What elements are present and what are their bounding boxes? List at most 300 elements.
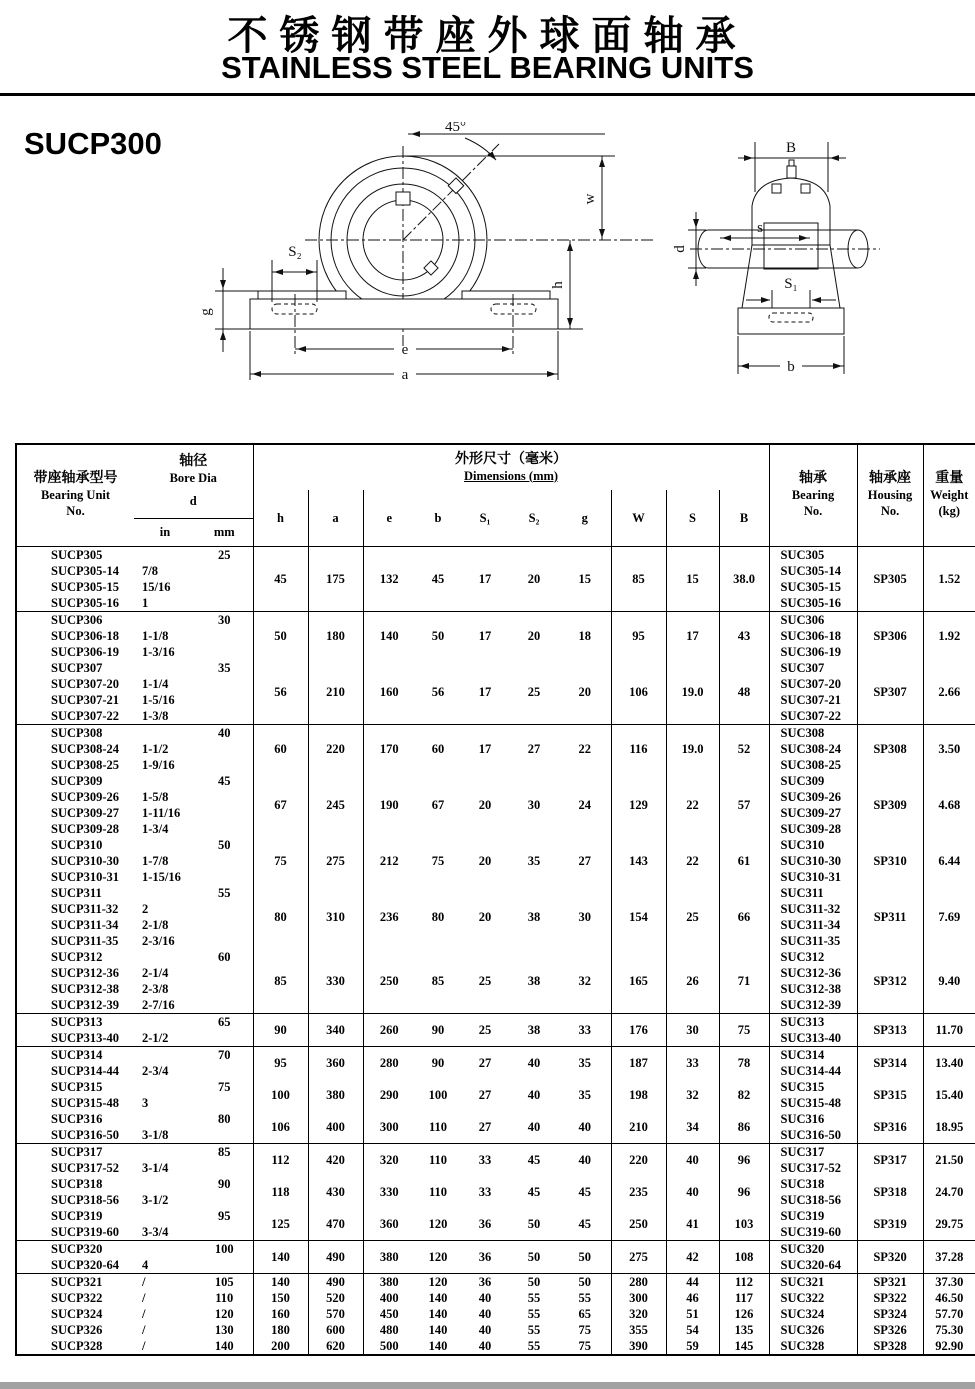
dim-cell: 90 — [415, 1013, 461, 1046]
unit-no-cell: SUCP307 — [51, 660, 103, 675]
dim-cell: 40 — [666, 1143, 719, 1176]
dim-cell: 132 — [363, 546, 415, 611]
dim-cell: 355 — [611, 1322, 666, 1338]
dim-cell: 50 — [509, 1240, 559, 1273]
dim-cell: 140 — [363, 611, 415, 660]
bore-in-cell — [134, 546, 196, 563]
housing-no-cell: SP310 — [857, 837, 923, 885]
dim-cell: 25 — [461, 1013, 509, 1046]
dim-cell: 50 — [431, 628, 445, 643]
unit-no-cell: SUCP306-19 — [51, 644, 120, 659]
dim-cell: 125 — [253, 1208, 308, 1241]
bearing-no-cell: SUC311 — [769, 885, 857, 901]
weight-cell: 37.30 — [923, 1273, 975, 1290]
dim-label-a: a — [401, 367, 409, 383]
bore-mm-cell — [196, 1160, 253, 1176]
dim-cell: 160 — [363, 660, 415, 725]
bearing-no-cell: SUC317-52 — [769, 1160, 857, 1176]
col-header-dim-w: W — [611, 490, 666, 546]
dim-cell: 27 — [478, 1087, 492, 1102]
unit-no-cell: SUCP310-31 — [51, 869, 120, 884]
dim-cell: 140 — [253, 1273, 308, 1290]
dim-cell: 40 — [509, 1111, 559, 1144]
bore-in-cell: 1-3/8 — [134, 708, 196, 725]
bore-mm-cell: 130 — [214, 1322, 234, 1337]
bore-mm-cell: 30 — [218, 612, 231, 627]
dim-cell: 41 — [666, 1208, 719, 1241]
dim-cell: 25 — [509, 660, 559, 725]
dim-cell: 40 — [478, 1322, 492, 1337]
dim-cell: 380 — [308, 1079, 363, 1111]
bearing-no-cell: SUC316-50 — [769, 1127, 857, 1144]
dim-cell: 35 — [578, 1055, 591, 1070]
bore-mm-cell — [196, 933, 253, 949]
spec-table-header — [16, 444, 975, 546]
bearing-no-cell: SUC324 — [769, 1306, 857, 1322]
dim-cell: 82 — [719, 1079, 769, 1111]
unit-no-cell: SUCP326 — [51, 1322, 103, 1337]
unit-no-cell: SUCP319 — [51, 1208, 103, 1223]
housing-no-cell: SP320 — [857, 1240, 923, 1273]
col-header-dimensions — [253, 444, 769, 490]
col-header-bearing-no — [769, 444, 857, 546]
bore-in-cell: / — [142, 1338, 146, 1353]
bore-mm-cell — [196, 708, 253, 725]
dim-cell: 170 — [363, 724, 415, 773]
spec-table — [15, 443, 975, 1356]
unit-no-cell: SUCP307-20 — [51, 676, 120, 691]
dim-cell: 80 — [431, 909, 445, 924]
housing-no-cell: SP316 — [857, 1111, 923, 1144]
bore-in-cell: 1-1/2 — [142, 741, 169, 756]
bore-mm-cell: 60 — [218, 949, 231, 964]
dim-cell: 15 — [559, 546, 611, 611]
unit-no-cell: SUCP308-25 — [51, 757, 120, 772]
bore-in-cell: 3 — [142, 1095, 149, 1110]
dim-cell: 19.0 — [666, 724, 719, 773]
dim-cell: 27 — [527, 741, 541, 756]
bearing-no-cell: SUC311-35 — [769, 933, 857, 949]
bore-in-cell: 3-1/4 — [142, 1160, 169, 1175]
dim-cell: 143 — [611, 837, 666, 885]
weight-cell: 57.70 — [923, 1306, 975, 1322]
dim-cell: 198 — [611, 1079, 666, 1111]
dim-label-b: b — [787, 359, 795, 375]
col-header-dim-bb: B — [719, 490, 769, 546]
bearing-no-cell: SUC307-21 — [769, 692, 857, 708]
unit-no-cell: SUCP310 — [51, 837, 103, 852]
bore-in-cell — [134, 837, 196, 853]
bore-mm-cell — [196, 981, 253, 997]
dim-cell: 145 — [719, 1338, 769, 1355]
dim-cell: 22 — [666, 837, 719, 885]
dim-cell: 300 — [611, 1290, 666, 1306]
dim-cell: 520 — [308, 1290, 363, 1306]
unit-no-cell: SUCP310-30 — [51, 853, 120, 868]
dim-label-e: e — [401, 342, 409, 358]
table-row — [16, 1208, 975, 1224]
dim-cell: 75 — [431, 853, 445, 868]
dim-cell: 100 — [253, 1079, 308, 1111]
dim-cell: 20 — [527, 628, 541, 643]
unit-no-cell: SUCP307-22 — [16, 708, 134, 725]
dim-cell: 35 — [527, 853, 541, 868]
dim-cell: 50 — [509, 1208, 559, 1241]
bore-in-cell — [134, 724, 196, 741]
bore-in-cell: / — [142, 1290, 146, 1305]
unit-no-cell: SUCP305 — [51, 547, 103, 562]
col-header-bore-zh: 轴径 — [179, 453, 208, 469]
dim-cell: 61 — [719, 837, 769, 885]
table-row — [16, 1290, 975, 1306]
unit-no-cell: SUCP313 — [51, 1014, 103, 1029]
table-row — [16, 837, 975, 853]
unit-no-cell: SUCP305-14 — [51, 563, 120, 578]
unit-no-cell: SUCP309-26 — [51, 789, 120, 804]
unit-no-cell: SUCP305-16 — [16, 595, 134, 612]
dim-cell: 200 — [253, 1338, 308, 1355]
dim-cell: 25 — [666, 885, 719, 949]
unit-no-cell: SUCP320 — [51, 1241, 103, 1256]
bearing-no-cell: SUC320 — [769, 1240, 857, 1257]
unit-no-cell: SUCP308 — [51, 725, 103, 740]
bearing-no-cell: SUC328 — [769, 1338, 857, 1355]
dim-cell: 430 — [308, 1176, 363, 1208]
bearing-no-cell: SUC322 — [769, 1290, 857, 1306]
dim-cell: 22 — [666, 773, 719, 837]
bore-mm-cell — [196, 1192, 253, 1208]
dim-cell: 245 — [308, 773, 363, 837]
weight-cell: 18.95 — [923, 1111, 975, 1144]
dim-cell: 55 — [527, 1322, 541, 1337]
bore-in-cell: 2-1/2 — [134, 1030, 196, 1047]
bore-mm-cell — [196, 821, 253, 837]
dim-cell: 33 — [478, 1184, 492, 1199]
bearing-no-cell: SUC315 — [769, 1079, 857, 1095]
dim-cell: 260 — [363, 1013, 415, 1046]
col-header-bore-dia — [134, 444, 253, 518]
bearing-no-cell: SUC319-60 — [769, 1224, 857, 1241]
dim-cell: 275 — [308, 837, 363, 885]
housing-no-cell: SP307 — [857, 660, 923, 725]
dim-cell: 380 — [363, 1240, 415, 1273]
bearing-no-cell: SUC305-15 — [769, 579, 857, 595]
weight-cell: 13.40 — [923, 1046, 975, 1079]
dim-cell: 112 — [253, 1143, 308, 1176]
dim-cell: 300 — [363, 1111, 415, 1144]
col-header-bearing-en: Bearing — [791, 488, 835, 503]
col-header-housing-no — [857, 444, 923, 546]
bearing-no-cell: SUC312-38 — [769, 981, 857, 997]
col-header-bore-en: Bore Dia — [169, 470, 217, 485]
weight-cell: 21.50 — [923, 1143, 975, 1176]
dim-cell: 75 — [578, 1338, 591, 1353]
weight-cell: 7.69 — [923, 885, 975, 949]
housing-no-cell: SP309 — [857, 773, 923, 837]
dim-cell: 600 — [308, 1322, 363, 1338]
unit-no-cell: SUCP312-38 — [51, 981, 120, 996]
table-row — [16, 1273, 975, 1290]
dim-cell: 103 — [719, 1208, 769, 1241]
dim-cell: 320 — [611, 1306, 666, 1322]
dim-cell: 75 — [578, 1322, 591, 1337]
dim-cell: 360 — [308, 1046, 363, 1079]
bore-mm-cell — [196, 563, 253, 579]
unit-no-cell: SUCP311 — [51, 885, 102, 900]
unit-no-cell: SUCP311-34 — [51, 917, 119, 932]
bearing-no-cell: SUC318-56 — [769, 1192, 857, 1208]
col-header-mm: mm — [213, 525, 235, 539]
weight-cell: 3.50 — [923, 724, 975, 773]
dim-cell: 45 — [578, 1184, 591, 1199]
unit-no-cell: SUCP320-64 — [16, 1257, 134, 1274]
unit-no-cell: SUCP318-56 — [51, 1192, 120, 1207]
unit-no-cell: SUCP309-27 — [51, 805, 120, 820]
dim-cell: 20 — [509, 546, 559, 611]
bore-mm-cell — [196, 579, 253, 595]
bearing-no-cell: SUC313 — [769, 1013, 857, 1030]
bore-mm-cell: 95 — [218, 1208, 231, 1223]
bore-mm-cell: 70 — [218, 1047, 231, 1062]
bore-mm-cell — [196, 757, 253, 773]
bearing-no-cell: SUC319 — [769, 1208, 857, 1224]
housing-no-cell: SP318 — [857, 1176, 923, 1208]
dim-cell: 490 — [308, 1240, 363, 1273]
bore-mm-cell — [196, 917, 253, 933]
col-header-dimensions-en: Dimensions (mm) — [463, 468, 559, 483]
bearing-no-cell: SUC307 — [769, 660, 857, 676]
dim-cell: 54 — [666, 1322, 719, 1338]
unit-no-cell: SUCP309-28 — [51, 821, 120, 836]
bore-mm-cell — [196, 1224, 253, 1241]
dim-cell: 40 — [478, 1306, 492, 1321]
table-row — [16, 1143, 975, 1160]
dim-cell: 116 — [611, 724, 666, 773]
bore-mm-cell — [196, 692, 253, 708]
dim-cell: 50 — [578, 1274, 591, 1289]
dim-cell: 50 — [253, 611, 308, 660]
dim-label-g: g — [198, 308, 214, 316]
bearing-no-cell: SUC310 — [769, 837, 857, 853]
bore-in-cell: 2 — [142, 901, 149, 916]
dim-cell: 50 — [527, 1274, 541, 1289]
dim-cell: 110 — [428, 1152, 448, 1167]
dim-cell: 40 — [559, 1111, 611, 1144]
unit-no-cell: SUCP315-48 — [51, 1095, 120, 1110]
dim-cell: 25 — [461, 949, 509, 1014]
bearing-no-cell: SUC315-48 — [769, 1095, 857, 1111]
bore-in-cell — [134, 1111, 196, 1127]
bore-in-cell: 1-7/8 — [142, 853, 169, 868]
dim-cell: 40 — [478, 1338, 492, 1353]
dim-cell: 340 — [308, 1013, 363, 1046]
bearing-no-cell: SUC310-30 — [769, 853, 857, 869]
unit-no-cell: SUCP324 — [51, 1306, 103, 1321]
bore-in-cell: 1-11/16 — [142, 805, 181, 820]
unit-no-cell: SUCP317-52 — [51, 1160, 120, 1175]
housing-no-cell: SP313 — [857, 1013, 923, 1046]
unit-no-cell: SUCP328 — [51, 1338, 103, 1353]
dim-cell: 120 — [415, 1208, 461, 1241]
dim-cell: 108 — [719, 1240, 769, 1273]
dim-cell: 78 — [719, 1046, 769, 1079]
front-view-drawing — [115, 122, 655, 442]
dim-cell: 420 — [308, 1143, 363, 1176]
dim-cell: 44 — [666, 1273, 719, 1290]
dim-cell: 400 — [308, 1111, 363, 1144]
bore-in-cell: 2-1/4 — [142, 965, 169, 980]
weight-cell: 4.68 — [923, 773, 975, 837]
dim-cell: 280 — [611, 1273, 666, 1290]
dim-cell: 36 — [461, 1208, 509, 1241]
dim-cell: 56 — [415, 660, 461, 725]
series-label: SUCP300 — [24, 126, 162, 161]
set-screw-right — [801, 184, 810, 193]
col-header-weight-kg: (kg) — [938, 504, 961, 519]
dim-cell: 57 — [719, 773, 769, 837]
dim-cell: 620 — [308, 1338, 363, 1355]
dim-cell: 320 — [363, 1143, 415, 1176]
bore-in-cell — [134, 1240, 196, 1257]
dim-cell: 67 — [253, 773, 308, 837]
col-header-housing-zh: 轴承座 — [869, 471, 912, 487]
bearing-no-cell: SUC313-40 — [769, 1030, 857, 1047]
dim-cell: 17 — [461, 660, 509, 725]
base-section — [738, 308, 844, 334]
unit-no-cell: SUCP322 — [51, 1290, 103, 1305]
dim-cell: 48 — [719, 660, 769, 725]
dim-cell: 33 — [666, 1046, 719, 1079]
unit-no-cell: SUCP321 — [51, 1274, 103, 1289]
bore-in-cell: 15/16 — [142, 579, 171, 594]
housing-no-cell: SP311 — [857, 885, 923, 949]
table-row — [16, 1322, 975, 1338]
bore-mm-cell: 110 — [215, 1290, 234, 1305]
set-screw-left — [772, 184, 781, 193]
col-header-dim-g: g — [581, 510, 588, 525]
dim-cell: 18 — [578, 628, 591, 643]
housing-no-cell: SP322 — [857, 1290, 923, 1306]
unit-no-cell: SUCP307-21 — [51, 692, 120, 707]
unit-no-cell: SUCP319-60 — [16, 1224, 134, 1241]
dim-cell: 112 — [719, 1273, 769, 1290]
weight-cell: 2.66 — [923, 660, 975, 725]
bore-mm-cell: 45 — [218, 773, 231, 788]
dim-cell: 38.0 — [719, 546, 769, 611]
table-row — [16, 1013, 975, 1030]
dim-cell: 45 — [527, 1184, 541, 1199]
dim-label-s1: S₁ — [784, 276, 798, 292]
dim-cell: 51 — [666, 1306, 719, 1322]
unit-no-cell: SUCP312-39 — [16, 997, 134, 1014]
dim-cell: 187 — [611, 1046, 666, 1079]
dim-cell: 129 — [611, 773, 666, 837]
dim-cell: 32 — [559, 949, 611, 1014]
unit-no-cell: SUCP312 — [51, 949, 103, 964]
dim-cell: 150 — [253, 1290, 308, 1306]
dim-cell: 470 — [308, 1208, 363, 1241]
dim-cell: 30 — [666, 1013, 719, 1046]
dim-cell: 140 — [428, 1306, 448, 1321]
dim-cell: 118 — [253, 1176, 308, 1208]
bore-in-cell — [134, 1079, 196, 1095]
housing-no-cell: SP326 — [857, 1322, 923, 1338]
bore-in-cell: 2-3/4 — [142, 1063, 169, 1078]
bore-mm-cell — [196, 805, 253, 821]
dim-cell: 32 — [666, 1079, 719, 1111]
dim-cell: 210 — [611, 1111, 666, 1144]
col-header-housing-no-label: No. — [880, 504, 900, 519]
bore-mm-cell: 85 — [218, 1144, 231, 1159]
dim-cell: 40 — [478, 1290, 492, 1305]
weight-cell: 75.30 — [923, 1322, 975, 1338]
bore-in-cell: 1-3/4 — [142, 821, 169, 836]
col-header-dim-h: h — [253, 490, 308, 546]
housing-no-cell: SP306 — [857, 611, 923, 660]
dim-cell: 24 — [578, 797, 591, 812]
bearing-no-cell: SUC321 — [769, 1273, 857, 1290]
dim-cell: 85 — [415, 949, 461, 1014]
dim-cell: 20 — [478, 797, 492, 812]
dim-cell: 180 — [253, 1322, 308, 1338]
side-view-labels — [672, 140, 798, 375]
weight-cell: 1.92 — [923, 611, 975, 660]
dim-cell: 40 — [527, 1087, 541, 1102]
col-header-dimensions-zh: 外形尺寸（毫米） — [455, 451, 568, 467]
dim-cell: 17 — [478, 628, 492, 643]
unit-no-cell: SUCP309 — [51, 773, 103, 788]
bore-mm-cell — [196, 595, 253, 612]
dim-cell: 38 — [509, 949, 559, 1014]
table-row — [16, 1176, 975, 1192]
housing-no-cell: SP321 — [857, 1273, 923, 1290]
col-header-dim-s1: S₁ — [479, 510, 491, 525]
dim-cell: 36 — [478, 1274, 492, 1289]
dim-cell: 275 — [611, 1240, 666, 1273]
dim-cell: 490 — [308, 1273, 363, 1290]
bearing-no-cell: SUC316 — [769, 1111, 857, 1127]
unit-no-cell: SUCP314-44 — [51, 1063, 120, 1078]
col-header-dim-a: a — [308, 490, 363, 546]
bore-in-cell: / — [142, 1306, 146, 1321]
bore-in-cell: 2-3/16 — [142, 933, 175, 948]
dim-cell: 67 — [431, 797, 445, 812]
weight-cell: 9.40 — [923, 949, 975, 1014]
unit-no-cell: SUCP306-18 — [51, 628, 120, 643]
col-header-dim-s2: S₂ — [528, 510, 540, 525]
dim-cell: 135 — [719, 1322, 769, 1338]
dim-cell: 100 — [428, 1087, 448, 1102]
page-title-english: STAINLESS STEEL BEARING UNITS — [221, 50, 754, 85]
dim-cell: 42 — [666, 1240, 719, 1273]
bearing-no-cell: SUC317 — [769, 1143, 857, 1160]
base-step-right — [462, 291, 550, 299]
unit-no-cell: SUCP311-32 — [51, 901, 119, 916]
dim-cell: 250 — [363, 949, 415, 1014]
dim-cell: 56 — [253, 660, 308, 725]
bearing-no-cell: SUC309-28 — [769, 821, 857, 837]
bore-in-cell — [134, 949, 196, 965]
bore-in-cell — [134, 1208, 196, 1224]
dim-cell: 360 — [363, 1208, 415, 1241]
dim-cell: 175 — [308, 546, 363, 611]
dim-cell: 59 — [666, 1338, 719, 1355]
bearing-no-cell: SUC306-18 — [769, 628, 857, 644]
bore-mm-cell — [196, 789, 253, 805]
bearing-no-cell: SUC309 — [769, 773, 857, 789]
dim-cell: 212 — [363, 837, 415, 885]
dim-cell: 95 — [611, 611, 666, 660]
